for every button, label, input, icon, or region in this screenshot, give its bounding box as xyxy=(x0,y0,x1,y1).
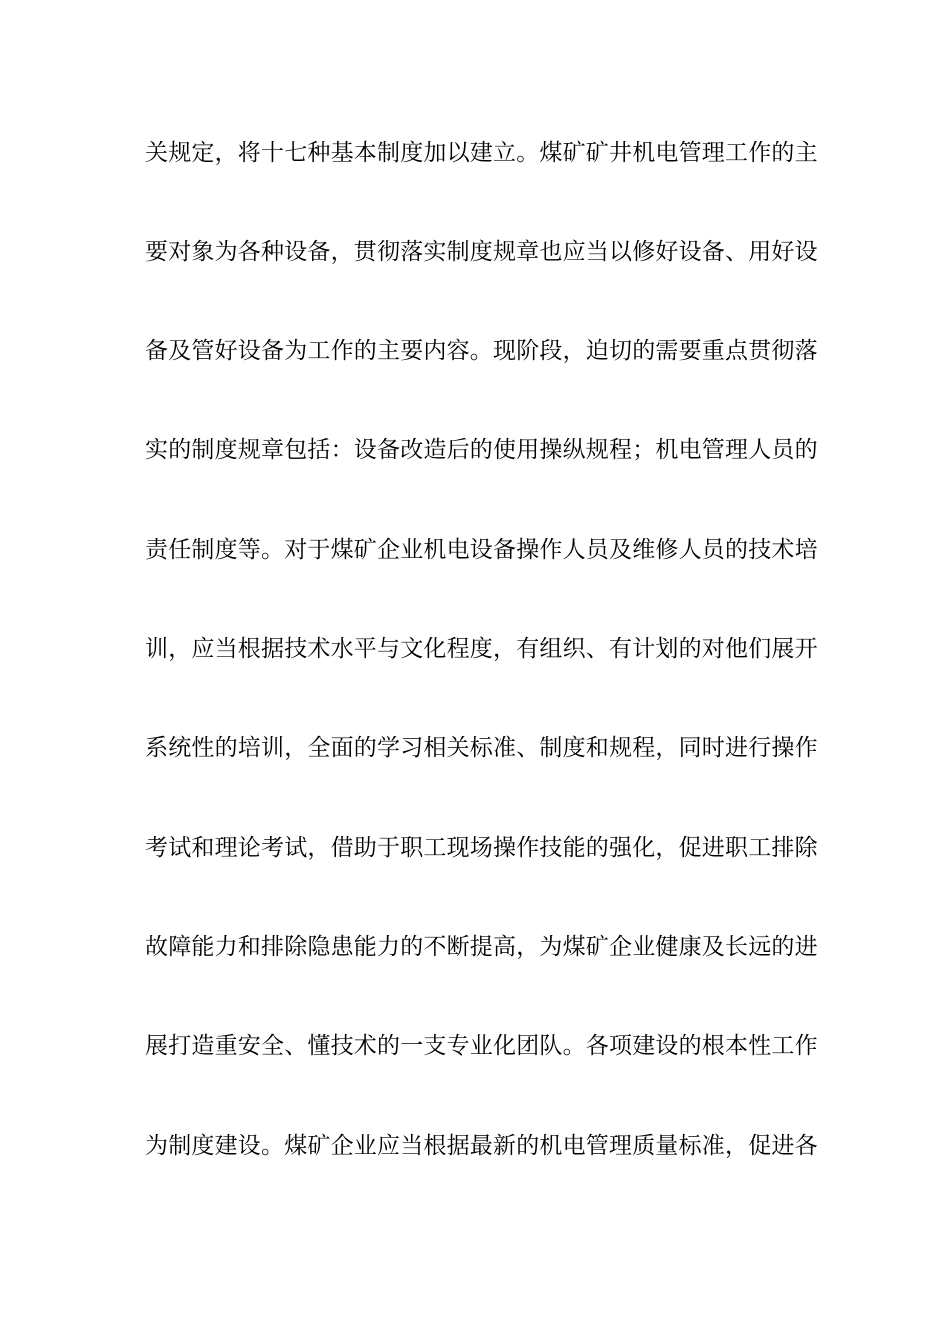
text-line: 实的制度规章包括：设备改造后的使用操纵规程；机电管理人员的 xyxy=(145,437,818,463)
text-line: 训，应当根据技术水平与文化程度，有组织、有计划的对他们展开 xyxy=(145,636,818,662)
text-line: 备及管好设备为工作的主要内容。现阶段，迫切的需要重点贯彻落 xyxy=(145,338,818,364)
text-line: 故障能力和排除隐患能力的不断提高，为煤矿企业健康及长远的进 xyxy=(145,934,818,960)
text-line: 责任制度等。对于煤矿企业机电设备操作人员及维修人员的技术培 xyxy=(145,537,818,563)
text-line: 展打造重安全、懂技术的一支专业化团队。各项建设的根本性工作 xyxy=(145,1033,818,1059)
text-line: 考试和理论考试，借助于职工现场操作技能的强化，促进职工排除 xyxy=(145,835,818,861)
text-line: 关规定，将十七种基本制度加以建立。煤矿矿井机电管理工作的主 xyxy=(145,140,818,166)
text-line: 要对象为各种设备，贯彻落实制度规章也应当以修好设备、用好设 xyxy=(145,239,818,265)
text-line: 系统性的培训，全面的学习相关标准、制度和规程，同时进行操作 xyxy=(145,735,818,761)
text-line: 为制度建设。煤矿企业应当根据最新的机电管理质量标准，促进各 xyxy=(145,1133,818,1159)
